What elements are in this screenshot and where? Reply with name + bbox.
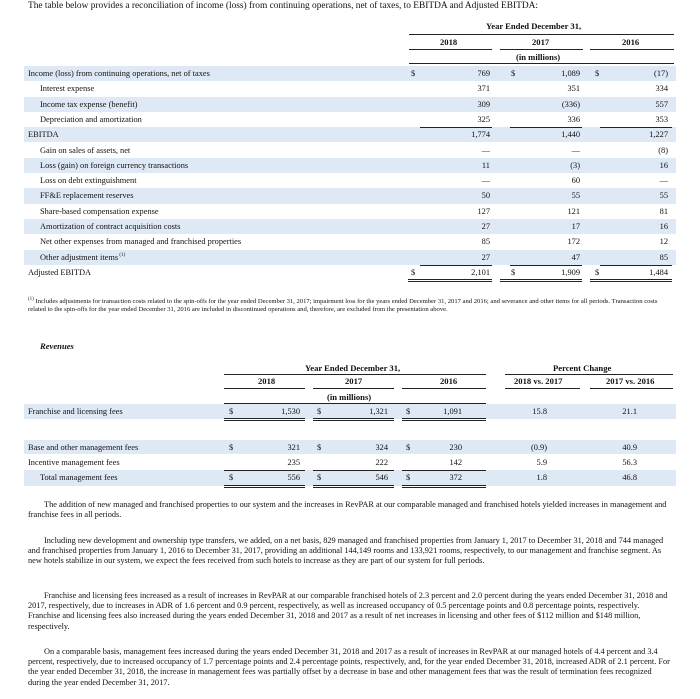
rev-pct-header: Percent Change [553, 363, 612, 373]
value-2018: — [481, 145, 490, 155]
ebitda-row-label: Income tax expense (benefit) [40, 99, 138, 109]
adjusted-ebitda-label: Adjusted EBITDA [28, 267, 92, 277]
footnote-ref: (1) [118, 252, 126, 258]
pct-change-2017-vs-2016: 56.3 [622, 458, 637, 467]
subtotal-rule [313, 470, 394, 471]
footnote-text: Includes adjustments for transaction costs related to the spin-offs for the year ended December 31, 2017; impairment loss for the years ended December 31, 2017 and 2016; and severance and other items for all periods. Transaction costs related to the spin-offs for the year ended December 31, 2016 are included in discontinued operations and, therefore, are excluded from the presentation above. [28, 298, 658, 314]
rev-value-2016: 372 [449, 473, 462, 482]
ebitda-row-label: Income (loss) from continuing operations, net of taxes [28, 69, 210, 78]
value-2018: 769 [477, 69, 490, 78]
subtotal-rule [600, 127, 672, 128]
ebitda-year-2016: 2016 [622, 37, 640, 47]
value-2016: 1,227 [649, 130, 668, 140]
ebitda-row-label: Amortization of contract acquisition costs [40, 222, 181, 231]
rev-value-2018: 556 [287, 473, 300, 482]
rev-value-2016: 230 [449, 443, 462, 452]
currency-sign: $ [411, 267, 416, 277]
rev-year-2018: 2018 [258, 376, 276, 386]
value-2016: 353 [655, 114, 668, 124]
pct-change-2018-vs-2017: 15.8 [532, 407, 547, 416]
value-2018: 27 [481, 222, 490, 231]
currency-sign: $ [406, 407, 411, 416]
currency-sign: $ [406, 443, 411, 452]
ebitda-period-header: Year Ended December 31, [486, 21, 582, 31]
value-2017: 1,909 [561, 267, 580, 277]
ebitda-row-label: FF&E replacement reserves [40, 191, 134, 201]
value-2017: 47 [571, 252, 580, 262]
ebitda-row-label: Loss on debt extinguishment [40, 176, 137, 186]
currency-sign: $ [229, 407, 234, 416]
currency-sign: $ [595, 69, 600, 78]
revenue-row-label: Franchise and licensing fees [28, 407, 123, 416]
value-2018: 127 [477, 206, 490, 216]
rev-year-2017: 2017 [345, 376, 363, 386]
value-2016: 85 [659, 252, 668, 262]
ebitda-row-label: Interest expense [40, 84, 95, 94]
rev-value-2017: 222 [375, 458, 388, 467]
rev-pct-col-1: 2018 vs. 2017 [514, 376, 563, 386]
currency-sign: $ [317, 473, 322, 482]
double-rule [402, 485, 486, 488]
value-2018: 2,101 [471, 267, 490, 277]
paragraph-3: Franchise and licensing fees increased as a result of increases in RevPAR at our comparable franchised hotels of 2.3 percent and 2.0 percent during the years ended December 31, 2018 and 2017, respectively, due to increases in ADR of 1.6 percent and 0.9 percent, respectively, as well as increased occupancy of 0.5 percentage points and 0.8 percentage points, respectively. Franchise and licensing fees also increased during the years ended December 31, 2018 and 2017 as a result of net increases in licensing and other fees of $112 million and $148 million, respectively. [28, 591, 668, 631]
value-2016: 55 [659, 191, 668, 201]
value-2017: 121 [567, 206, 580, 216]
footnote-marker: (1) [28, 297, 34, 302]
pct-change-2017-vs-2016: 46.8 [622, 473, 637, 482]
ebitda-row-label: Loss (gain) on foreign currency transactions [40, 160, 189, 170]
value-2016: (17) [654, 69, 668, 78]
double-rule [224, 485, 305, 488]
paragraph-2: Including new development and ownership type transfers, we added, on a net basis, 829 managed and franchised properties from January 1, 2017 to December 31, 2018 and 744 managed and franchised properties from January 1, 2016 to December 31, 2017, providing an additional 144,149 rooms and 133,921 rooms, respectively, to our management and franchise segment. As new hotels stabilize in our system, we expect the fees received from such hotels to increase as they are part of our system for full periods. [28, 536, 664, 566]
subtotal-rule [510, 265, 582, 266]
value-2017: (3) [570, 160, 580, 170]
rev-value-2018: 321 [287, 443, 300, 452]
double-rule [402, 418, 486, 421]
value-2018: 11 [481, 160, 490, 170]
currency-sign: $ [229, 473, 234, 482]
ebitda-row-label: Share-based compensation expense [40, 206, 159, 216]
currency-sign: $ [229, 443, 234, 452]
footnote [28, 296, 668, 314]
paragraph-1: The addition of new managed and franchised properties to our system and the increases in RevPAR at our comparable managed and franchised hotels yielded increases in management and franchise fees in all periods. [28, 500, 667, 520]
value-2017: (336) [561, 99, 580, 109]
rev-year-2016: 2016 [440, 376, 458, 386]
revenue-row-label: Total management fees [40, 473, 118, 482]
double-rule [590, 279, 672, 282]
subtotal-rule [600, 265, 672, 266]
value-2018: — [481, 176, 490, 186]
value-2016: (8) [658, 145, 668, 155]
rev-value-2017: 324 [375, 443, 388, 452]
value-2018: 85 [481, 237, 490, 247]
ebitda-row-label: Depreciation and amortization [40, 114, 142, 124]
rev-value-2017: 546 [375, 473, 388, 482]
currency-sign: $ [511, 69, 516, 78]
subtotal-rule [510, 127, 582, 128]
value-2017: 1,089 [561, 69, 580, 78]
pct-change-2018-vs-2017: (0.9) [530, 443, 547, 452]
value-2016: 81 [659, 206, 668, 216]
currency-sign: $ [511, 267, 516, 277]
subtotal-rule [420, 127, 492, 128]
rev-pct-col-2: 2017 vs. 2016 [606, 376, 655, 386]
subtotal-rule [420, 265, 492, 266]
rev-units: (in millions) [327, 392, 372, 402]
currency-sign: $ [317, 407, 322, 416]
revenue-row-label: Incentive management fees [28, 458, 120, 467]
value-2016: 1,484 [649, 267, 668, 277]
rev-value-2016: 1,091 [443, 407, 462, 416]
ebitda-row-label: Net other expenses from managed and franchised properties [40, 237, 242, 247]
value-2018: 50 [481, 191, 490, 201]
rev-value-2018: 235 [287, 458, 300, 467]
value-2017: 172 [567, 237, 580, 247]
double-rule [313, 418, 394, 421]
value-2016: 16 [659, 160, 668, 170]
subtotal-rule [224, 470, 305, 471]
value-2017: 351 [567, 84, 580, 94]
double-rule [313, 485, 394, 488]
currency-sign: $ [406, 473, 411, 482]
double-rule [224, 418, 305, 421]
value-2017: — [571, 145, 580, 155]
value-2016: 16 [659, 222, 668, 231]
value-2017: 55 [571, 191, 580, 201]
rev-value-2018: 1,530 [281, 407, 300, 416]
ebitda-row-label: EBITDA [28, 130, 59, 140]
pct-change-2017-vs-2016: 40.9 [622, 443, 637, 452]
ebitda-row-label: Other adjustment items $^{(1)}$ [40, 252, 126, 262]
value-2018: 309 [477, 99, 490, 109]
ebitda-year-2017: 2017 [532, 37, 550, 47]
currency-sign: $ [317, 443, 322, 452]
double-rule [408, 279, 492, 282]
value-2018: 371 [477, 84, 490, 94]
revenue-row-label: Base and other management fees [28, 443, 139, 452]
pct-change-2018-vs-2017: 1.8 [536, 473, 547, 482]
currency-sign: $ [411, 69, 416, 78]
value-2017: 336 [567, 114, 580, 124]
currency-sign: $ [595, 267, 600, 277]
value-2018: 325 [477, 114, 490, 124]
paragraph-4: On a comparable basis, management fees increased during the years ended December 31, 2018 and 2017 as a result of increases in RevPAR at our managed hotels of 4.4 percent and 3.4 percent, respectively, due to increased occupancy of 1.7 percentage points and 2.4 percentage points, respectively, and, for the year ended December 31, 2018, increased ADR of 2.1 percent. For the year ended December 31, 2018, the increase in management fees was partially offset by a decrease in base and other management fees that was the result of termination fees recognized during the year ended December 31, 2017. [28, 647, 670, 687]
ebitda-row-label: Gain on sales of assets, net [40, 145, 131, 155]
ebitda-year-2018: 2018 [440, 37, 458, 47]
value-2018: 1,774 [471, 130, 490, 140]
value-2016: 12 [659, 237, 668, 247]
value-2018: 27 [481, 252, 490, 262]
value-2017: 17 [571, 222, 580, 231]
rev-period-header: Year Ended December 31, [305, 363, 401, 373]
value-2016: — [659, 176, 668, 186]
pct-change-2018-vs-2017: 5.9 [536, 458, 547, 467]
subtotal-rule [402, 470, 486, 471]
double-rule [500, 279, 582, 282]
ebitda-units: (in millions) [516, 52, 561, 62]
value-2016: 557 [655, 99, 668, 109]
pct-change-2017-vs-2016: 21.1 [622, 407, 637, 416]
value-2017: 1,440 [561, 130, 580, 140]
value-2016: 334 [655, 84, 668, 94]
revenues-heading: Revenues [40, 341, 74, 351]
rev-value-2016: 142 [449, 458, 462, 467]
value-2017: 60 [571, 176, 580, 186]
rev-value-2017: 1,321 [369, 407, 388, 416]
intro-text: The table below provides a reconciliation of income (loss) from continuing operations, net of taxes, to EBITDA and Adjusted EBITDA: [28, 1, 539, 11]
